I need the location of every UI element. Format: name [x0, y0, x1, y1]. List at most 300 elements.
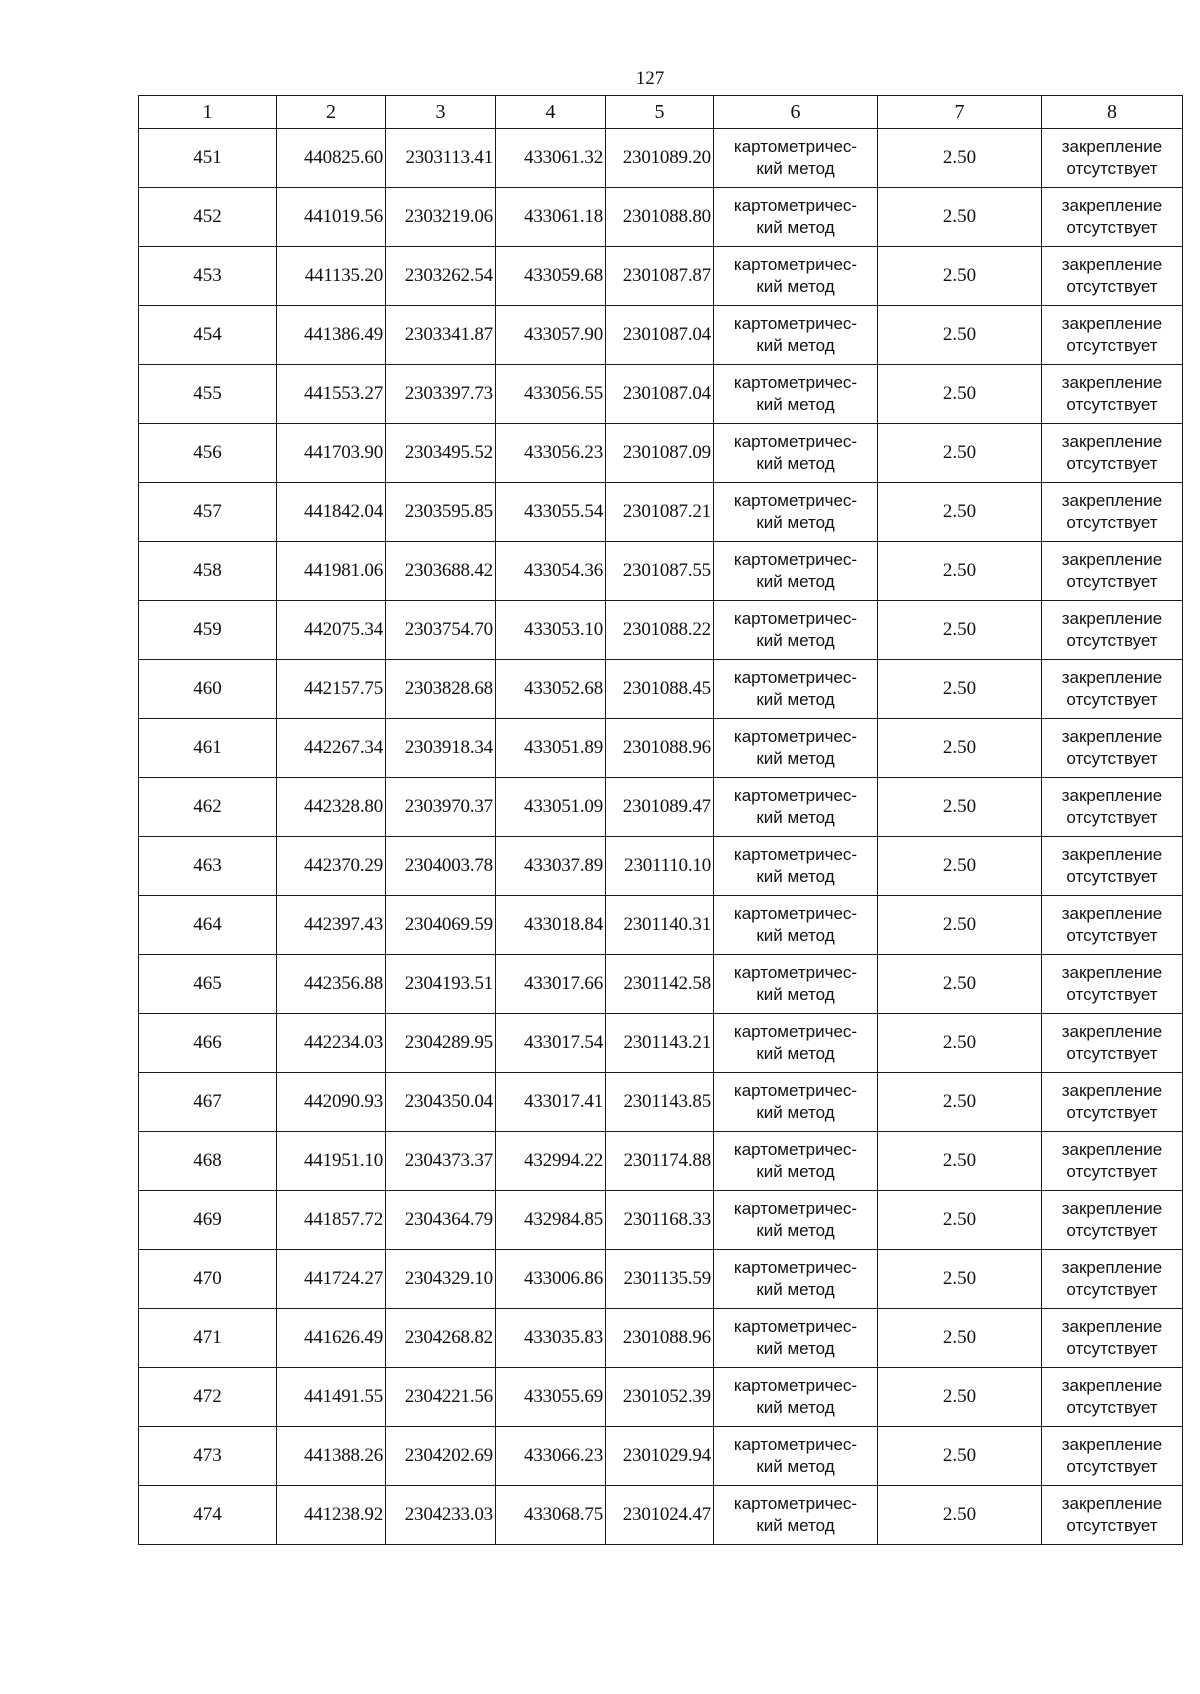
coordinate-cell: 2301088.96 — [606, 1309, 714, 1368]
table-row — [139, 483, 1183, 542]
cell-text-line: закрепление — [1061, 1199, 1163, 1218]
point-number-cell: 460 — [139, 660, 277, 719]
cell-text-line: отсутствует — [1066, 572, 1158, 591]
fixing-cell — [1042, 483, 1183, 542]
coordinate-cell: 2301089.47 — [606, 778, 714, 837]
method-cell — [714, 306, 878, 365]
column-header-7: 7 — [878, 96, 1042, 129]
table-row — [139, 1368, 1183, 1427]
cell-text-line: картометричес- — [733, 432, 858, 451]
cell-text-line: кий метод — [756, 985, 835, 1004]
coordinates-table — [138, 95, 1183, 1545]
coordinate-cell: 2303688.42 — [386, 542, 496, 601]
cell-text-line: кий метод — [756, 218, 835, 237]
coordinate-cell: 440825.60 — [277, 129, 386, 188]
cell-text-line: картометричес- — [733, 1258, 858, 1277]
cell-text-line: закрепление — [1061, 373, 1163, 392]
coordinate-cell: 442356.88 — [277, 955, 386, 1014]
cell-text-line: отсутствует — [1066, 1044, 1158, 1063]
fixing-cell — [1042, 601, 1183, 660]
coordinate-cell: 2301088.45 — [606, 660, 714, 719]
coordinate-cell: 2301024.47 — [606, 1486, 714, 1545]
cell-text-line: картометричес- — [733, 196, 858, 215]
fixing-cell — [1042, 837, 1183, 896]
coordinate-cell: 441842.04 — [277, 483, 386, 542]
coordinate-cell: 433056.55 — [496, 365, 606, 424]
cell-text-line: отсутствует — [1066, 690, 1158, 709]
method-cell — [714, 483, 878, 542]
cell-text-line: картометричес- — [733, 1317, 858, 1336]
coordinate-cell: 2303595.85 — [386, 483, 496, 542]
accuracy-cell: 2.50 — [878, 1250, 1042, 1309]
cell-text-line: картометричес- — [733, 1199, 858, 1218]
fixing-cell — [1042, 306, 1183, 365]
coordinate-cell: 432984.85 — [496, 1191, 606, 1250]
cell-text-line: картометричес- — [733, 845, 858, 864]
coordinate-cell: 2304003.78 — [386, 837, 496, 896]
accuracy-cell: 2.50 — [878, 306, 1042, 365]
coordinate-cell: 441857.72 — [277, 1191, 386, 1250]
accuracy-cell: 2.50 — [878, 896, 1042, 955]
table-row — [139, 660, 1183, 719]
table-row — [139, 1486, 1183, 1545]
method-cell — [714, 778, 878, 837]
method-cell — [714, 1250, 878, 1309]
fixing-cell — [1042, 1368, 1183, 1427]
cell-text-line: картометричес- — [733, 550, 858, 569]
point-number-cell: 458 — [139, 542, 277, 601]
accuracy-cell: 2.50 — [878, 837, 1042, 896]
cell-text-line: кий метод — [756, 1044, 835, 1063]
coordinate-cell: 2304364.79 — [386, 1191, 496, 1250]
coordinate-cell: 433054.36 — [496, 542, 606, 601]
cell-text-line: кий метод — [756, 1103, 835, 1122]
method-cell — [714, 955, 878, 1014]
coordinate-cell: 2304193.51 — [386, 955, 496, 1014]
accuracy-cell: 2.50 — [878, 542, 1042, 601]
coordinate-cell: 2301087.09 — [606, 424, 714, 483]
cell-text-line: картометричес- — [733, 314, 858, 333]
point-number-cell: 464 — [139, 896, 277, 955]
point-number-cell: 452 — [139, 188, 277, 247]
cell-text-line: картометричес- — [733, 137, 858, 156]
table-row — [139, 365, 1183, 424]
cell-text-line: отсутствует — [1066, 218, 1158, 237]
coordinate-cell: 442075.34 — [277, 601, 386, 660]
method-cell — [714, 1073, 878, 1132]
point-number-cell: 465 — [139, 955, 277, 1014]
cell-text-line: отсутствует — [1066, 454, 1158, 473]
table-row — [139, 424, 1183, 483]
cell-text-line: закрепление — [1061, 1435, 1163, 1454]
coordinate-cell: 441386.49 — [277, 306, 386, 365]
table-row — [139, 837, 1183, 896]
cell-text-line: кий метод — [756, 1516, 835, 1535]
fixing-cell — [1042, 955, 1183, 1014]
table-row — [139, 1191, 1183, 1250]
coordinate-cell: 433018.84 — [496, 896, 606, 955]
coordinate-cell: 2303495.52 — [386, 424, 496, 483]
fixing-cell — [1042, 1427, 1183, 1486]
coordinate-cell: 442157.75 — [277, 660, 386, 719]
cell-text-line: отсутствует — [1066, 1162, 1158, 1181]
point-number-cell: 453 — [139, 247, 277, 306]
cell-text-line: кий метод — [756, 1339, 835, 1358]
cell-text-line: отсутствует — [1066, 1339, 1158, 1358]
coordinate-cell: 2304350.04 — [386, 1073, 496, 1132]
point-number-cell: 474 — [139, 1486, 277, 1545]
coordinate-cell: 2301029.94 — [606, 1427, 714, 1486]
table-row — [139, 1250, 1183, 1309]
cell-text-line: закрепление — [1061, 1376, 1163, 1395]
cell-text-line: закрепление — [1061, 786, 1163, 805]
method-cell — [714, 1191, 878, 1250]
coordinate-cell: 442370.29 — [277, 837, 386, 896]
coordinate-cell: 432994.22 — [496, 1132, 606, 1191]
coordinate-cell: 441135.20 — [277, 247, 386, 306]
table-row — [139, 1309, 1183, 1368]
fixing-cell — [1042, 247, 1183, 306]
cell-text-line: картометричес- — [733, 1081, 858, 1100]
cell-text-line: картометричес- — [733, 1376, 858, 1395]
table-body — [139, 129, 1183, 1545]
coordinate-cell: 433066.23 — [496, 1427, 606, 1486]
table-row — [139, 542, 1183, 601]
coordinate-cell: 2301087.04 — [606, 365, 714, 424]
cell-text-line: картометричес- — [733, 668, 858, 687]
cell-text-line: кий метод — [756, 749, 835, 768]
coordinate-cell: 2301052.39 — [606, 1368, 714, 1427]
cell-text-line: картометричес- — [733, 904, 858, 923]
accuracy-cell: 2.50 — [878, 601, 1042, 660]
point-number-cell: 470 — [139, 1250, 277, 1309]
table-row — [139, 1132, 1183, 1191]
cell-text-line: отсутствует — [1066, 926, 1158, 945]
accuracy-cell: 2.50 — [878, 719, 1042, 778]
point-number-cell: 468 — [139, 1132, 277, 1191]
table-row — [139, 188, 1183, 247]
accuracy-cell: 2.50 — [878, 660, 1042, 719]
column-header-8: 8 — [1042, 96, 1183, 129]
coordinate-cell: 442267.34 — [277, 719, 386, 778]
coordinate-cell: 2301087.21 — [606, 483, 714, 542]
coordinate-cell: 441019.56 — [277, 188, 386, 247]
coordinate-cell: 433057.90 — [496, 306, 606, 365]
cell-text-line: закрепление — [1061, 668, 1163, 687]
cell-text-line: картометричес- — [733, 373, 858, 392]
cell-text-line: отсутствует — [1066, 277, 1158, 296]
cell-text-line: отсутствует — [1066, 631, 1158, 650]
table-row — [139, 896, 1183, 955]
cell-text-line: картометричес- — [733, 727, 858, 746]
method-cell — [714, 837, 878, 896]
method-cell — [714, 129, 878, 188]
cell-text-line: кий метод — [756, 513, 835, 532]
coordinate-cell: 433017.41 — [496, 1073, 606, 1132]
column-header-3: 3 — [386, 96, 496, 129]
method-cell — [714, 188, 878, 247]
coordinate-cell: 2301143.85 — [606, 1073, 714, 1132]
coordinate-cell: 441238.92 — [277, 1486, 386, 1545]
cell-text-line: закрепление — [1061, 314, 1163, 333]
method-cell — [714, 1368, 878, 1427]
cell-text-line: закрепление — [1061, 255, 1163, 274]
coordinate-cell: 442397.43 — [277, 896, 386, 955]
cell-text-line: кий метод — [756, 926, 835, 945]
coordinate-cell: 2304289.95 — [386, 1014, 496, 1073]
coordinate-cell: 441951.10 — [277, 1132, 386, 1191]
coordinate-cell: 433035.83 — [496, 1309, 606, 1368]
fixing-cell — [1042, 188, 1183, 247]
fixing-cell — [1042, 424, 1183, 483]
method-cell — [714, 424, 878, 483]
table-row — [139, 1014, 1183, 1073]
method-cell — [714, 1309, 878, 1368]
coordinate-cell: 433037.89 — [496, 837, 606, 896]
cell-text-line: закрепление — [1061, 137, 1163, 156]
cell-text-line: отсутствует — [1066, 1103, 1158, 1122]
coordinate-cell: 433006.86 — [496, 1250, 606, 1309]
point-number-cell: 473 — [139, 1427, 277, 1486]
coordinate-cell: 2301088.80 — [606, 188, 714, 247]
accuracy-cell: 2.50 — [878, 365, 1042, 424]
fixing-cell — [1042, 1486, 1183, 1545]
table-row — [139, 778, 1183, 837]
method-cell — [714, 719, 878, 778]
accuracy-cell: 2.50 — [878, 1309, 1042, 1368]
accuracy-cell: 2.50 — [878, 1427, 1042, 1486]
cell-text-line: закрепление — [1061, 1317, 1163, 1336]
point-number-cell: 472 — [139, 1368, 277, 1427]
accuracy-cell: 2.50 — [878, 188, 1042, 247]
coordinate-cell: 433068.75 — [496, 1486, 606, 1545]
accuracy-cell: 2.50 — [878, 1014, 1042, 1073]
coordinate-cell: 2301087.04 — [606, 306, 714, 365]
coordinate-cell: 441388.26 — [277, 1427, 386, 1486]
coordinate-cell: 2304329.10 — [386, 1250, 496, 1309]
cell-text-line: закрепление — [1061, 904, 1163, 923]
column-header-2: 2 — [277, 96, 386, 129]
cell-text-line: кий метод — [756, 1162, 835, 1181]
coordinate-cell: 2303262.54 — [386, 247, 496, 306]
coordinates-table-container — [138, 95, 1182, 1545]
cell-text-line: кий метод — [756, 1398, 835, 1417]
coordinate-cell: 2301087.87 — [606, 247, 714, 306]
coordinate-cell: 433051.09 — [496, 778, 606, 837]
table-row — [139, 129, 1183, 188]
point-number-cell: 457 — [139, 483, 277, 542]
point-number-cell: 471 — [139, 1309, 277, 1368]
page-number: 127 — [635, 68, 665, 89]
coordinate-cell: 433017.54 — [496, 1014, 606, 1073]
column-header-4: 4 — [496, 96, 606, 129]
cell-text-line: кий метод — [756, 1221, 835, 1240]
coordinate-cell: 442090.93 — [277, 1073, 386, 1132]
coordinate-cell: 2303754.70 — [386, 601, 496, 660]
fixing-cell — [1042, 1073, 1183, 1132]
cell-text-line: закрепление — [1061, 491, 1163, 510]
method-cell — [714, 601, 878, 660]
cell-text-line: кий метод — [756, 808, 835, 827]
coordinate-cell: 442234.03 — [277, 1014, 386, 1073]
cell-text-line: кий метод — [756, 690, 835, 709]
coordinate-cell: 2301087.55 — [606, 542, 714, 601]
cell-text-line: кий метод — [756, 454, 835, 473]
table-header-row — [139, 96, 1183, 129]
column-header-6: 6 — [714, 96, 878, 129]
coordinate-cell: 441491.55 — [277, 1368, 386, 1427]
coordinate-cell: 2303341.87 — [386, 306, 496, 365]
method-cell — [714, 896, 878, 955]
cell-text-line: отсутствует — [1066, 985, 1158, 1004]
point-number-cell: 469 — [139, 1191, 277, 1250]
cell-text-line: кий метод — [756, 1457, 835, 1476]
cell-text-line: закрепление — [1061, 963, 1163, 982]
coordinate-cell: 2304373.37 — [386, 1132, 496, 1191]
cell-text-line: картометричес- — [733, 963, 858, 982]
coordinate-cell: 433017.66 — [496, 955, 606, 1014]
coordinate-cell: 433061.32 — [496, 129, 606, 188]
coordinate-cell: 2303970.37 — [386, 778, 496, 837]
cell-text-line: закрепление — [1061, 1494, 1163, 1513]
fixing-cell — [1042, 1014, 1183, 1073]
coordinate-cell: 2301089.20 — [606, 129, 714, 188]
coordinate-cell: 2301143.21 — [606, 1014, 714, 1073]
coordinate-cell: 2303918.34 — [386, 719, 496, 778]
accuracy-cell: 2.50 — [878, 778, 1042, 837]
coordinate-cell: 2304233.03 — [386, 1486, 496, 1545]
cell-text-line: закрепление — [1061, 1258, 1163, 1277]
fixing-cell — [1042, 660, 1183, 719]
coordinate-cell: 2304221.56 — [386, 1368, 496, 1427]
coordinate-cell: 2304069.59 — [386, 896, 496, 955]
coordinate-cell: 2304268.82 — [386, 1309, 496, 1368]
point-number-cell: 462 — [139, 778, 277, 837]
accuracy-cell: 2.50 — [878, 1073, 1042, 1132]
cell-text-line: закрепление — [1061, 1081, 1163, 1100]
accuracy-cell: 2.50 — [878, 955, 1042, 1014]
coordinate-cell: 2301140.31 — [606, 896, 714, 955]
table-row — [139, 306, 1183, 365]
coordinate-cell: 2301110.10 — [606, 837, 714, 896]
coordinate-cell: 441553.27 — [277, 365, 386, 424]
cell-text-line: отсутствует — [1066, 808, 1158, 827]
point-number-cell: 455 — [139, 365, 277, 424]
table-row — [139, 247, 1183, 306]
table-row — [139, 1427, 1183, 1486]
coordinate-cell: 2303397.73 — [386, 365, 496, 424]
cell-text-line: отсутствует — [1066, 749, 1158, 768]
coordinate-cell: 2301135.59 — [606, 1250, 714, 1309]
accuracy-cell: 2.50 — [878, 247, 1042, 306]
fixing-cell — [1042, 1250, 1183, 1309]
cell-text-line: отсутствует — [1066, 513, 1158, 532]
coordinate-cell: 2301168.33 — [606, 1191, 714, 1250]
table-row — [139, 601, 1183, 660]
coordinate-cell: 441626.49 — [277, 1309, 386, 1368]
cell-text-line: картометричес- — [733, 786, 858, 805]
coordinate-cell: 442328.80 — [277, 778, 386, 837]
coordinate-cell: 433061.18 — [496, 188, 606, 247]
point-number-cell: 459 — [139, 601, 277, 660]
point-number-cell: 451 — [139, 129, 277, 188]
cell-text-line: кий метод — [756, 277, 835, 296]
cell-text-line: закрепление — [1061, 432, 1163, 451]
method-cell — [714, 1132, 878, 1191]
fixing-cell — [1042, 542, 1183, 601]
cell-text-line: картометричес- — [733, 609, 858, 628]
fixing-cell — [1042, 1191, 1183, 1250]
accuracy-cell: 2.50 — [878, 1368, 1042, 1427]
coordinate-cell: 2303828.68 — [386, 660, 496, 719]
point-number-cell: 463 — [139, 837, 277, 896]
cell-text-line: картометричес- — [733, 1022, 858, 1041]
cell-text-line: отсутствует — [1066, 1280, 1158, 1299]
table-row — [139, 1073, 1183, 1132]
cell-text-line: закрепление — [1061, 1140, 1163, 1159]
cell-text-line: кий метод — [756, 159, 835, 178]
coordinate-cell: 2301088.22 — [606, 601, 714, 660]
cell-text-line: отсутствует — [1066, 159, 1158, 178]
cell-text-line: отсутствует — [1066, 395, 1158, 414]
cell-text-line: отсутствует — [1066, 1516, 1158, 1535]
fixing-cell — [1042, 719, 1183, 778]
coordinate-cell: 433051.89 — [496, 719, 606, 778]
accuracy-cell: 2.50 — [878, 424, 1042, 483]
cell-text-line: закрепление — [1061, 196, 1163, 215]
cell-text-line: отсутствует — [1066, 336, 1158, 355]
coordinate-cell: 2301088.96 — [606, 719, 714, 778]
cell-text-line: закрепление — [1061, 550, 1163, 569]
coordinate-cell: 2303219.06 — [386, 188, 496, 247]
cell-text-line: закрепление — [1061, 609, 1163, 628]
cell-text-line: кий метод — [756, 1280, 835, 1299]
cell-text-line: отсутствует — [1066, 1457, 1158, 1476]
cell-text-line: отсутствует — [1066, 1221, 1158, 1240]
column-header-1: 1 — [139, 96, 277, 129]
coordinate-cell: 433053.10 — [496, 601, 606, 660]
table-row — [139, 955, 1183, 1014]
point-number-cell: 456 — [139, 424, 277, 483]
accuracy-cell: 2.50 — [878, 1132, 1042, 1191]
accuracy-cell: 2.50 — [878, 129, 1042, 188]
coordinate-cell: 441703.90 — [277, 424, 386, 483]
fixing-cell — [1042, 1132, 1183, 1191]
cell-text-line: отсутствует — [1066, 867, 1158, 886]
coordinate-cell: 2303113.41 — [386, 129, 496, 188]
coordinate-cell: 433056.23 — [496, 424, 606, 483]
method-cell — [714, 1014, 878, 1073]
coordinate-cell: 433055.54 — [496, 483, 606, 542]
coordinate-cell: 2301142.58 — [606, 955, 714, 1014]
fixing-cell — [1042, 129, 1183, 188]
coordinate-cell: 441724.27 — [277, 1250, 386, 1309]
accuracy-cell: 2.50 — [878, 483, 1042, 542]
cell-text-line: картометричес- — [733, 1494, 858, 1513]
cell-text-line: картометричес- — [733, 1140, 858, 1159]
method-cell — [714, 660, 878, 719]
cell-text-line: отсутствует — [1066, 1398, 1158, 1417]
column-header-5: 5 — [606, 96, 714, 129]
cell-text-line: кий метод — [756, 336, 835, 355]
point-number-cell: 466 — [139, 1014, 277, 1073]
accuracy-cell: 2.50 — [878, 1191, 1042, 1250]
coordinate-cell: 433059.68 — [496, 247, 606, 306]
fixing-cell — [1042, 778, 1183, 837]
cell-text-line: закрепление — [1061, 1022, 1163, 1041]
point-number-cell: 454 — [139, 306, 277, 365]
cell-text-line: картометричес- — [733, 255, 858, 274]
